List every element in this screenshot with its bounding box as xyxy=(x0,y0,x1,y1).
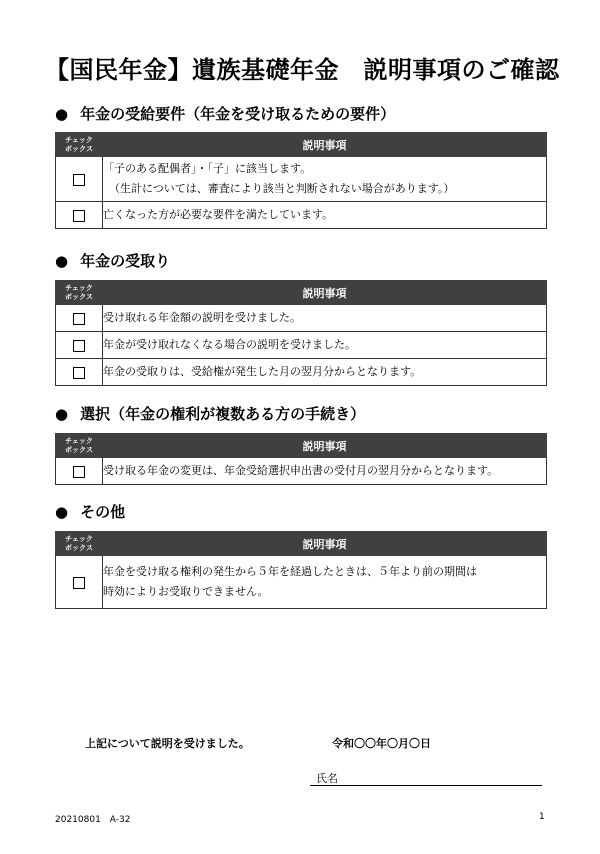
table-row xyxy=(56,157,547,202)
checkbox[interactable] xyxy=(73,367,85,379)
description-column-header: 説明事項 xyxy=(103,532,547,556)
check-column-header: チェック ボックス xyxy=(56,133,103,157)
confirmation-date: 令和〇〇年〇月〇日 xyxy=(332,737,431,750)
bullet-icon: ● xyxy=(55,503,69,521)
table-row xyxy=(56,332,547,359)
check-column-header: チェック ボックス xyxy=(56,434,103,458)
section-heading-text: 年金の受給要件（年金を受け取るための要件） xyxy=(80,105,396,123)
table-header-row xyxy=(56,532,547,556)
description-cell: 亡くなった方が必要な要件を満たしています。 xyxy=(103,202,547,229)
checkbox[interactable] xyxy=(73,466,85,478)
check-cell xyxy=(56,359,103,386)
table-row xyxy=(56,305,547,332)
name-label: 氏名 xyxy=(316,772,338,785)
description-column-header: 説明事項 xyxy=(103,434,547,458)
description-cell: 年金の受取りは、受給権が発生した月の翌月分からとなります。 xyxy=(103,359,547,386)
description-cell: 年金を受け取る権利の発生から５年を経過したときは、５年より前の期間は 時効によりお受取りできません。 xyxy=(103,556,547,609)
section-heading-other xyxy=(55,501,125,522)
receipt-table xyxy=(55,280,547,386)
check-cell xyxy=(56,332,103,359)
table-row xyxy=(56,556,547,609)
requirements-table xyxy=(55,132,547,229)
section-heading-text: 年金の受取り xyxy=(80,252,171,270)
check-cell xyxy=(56,157,103,202)
description-cell: 受け取る年金の変更は、年金受給選択申出書の受付月の翌月分からとなります。 xyxy=(103,458,547,485)
check-cell xyxy=(56,458,103,485)
check-column-header: チェック ボックス xyxy=(56,532,103,556)
checkbox[interactable] xyxy=(73,340,85,352)
section-heading-selection xyxy=(55,403,365,424)
check-cell xyxy=(56,202,103,229)
bullet-icon: ● xyxy=(55,405,69,423)
description-cell: 年金が受け取れなくなる場合の説明を受けました。 xyxy=(103,332,547,359)
description-cell: 「子のある配偶者」・「子」に該当します。 （生計については、審査により該当と判断されない場合があります。） xyxy=(103,157,547,202)
checkbox[interactable] xyxy=(73,577,85,589)
check-cell xyxy=(56,556,103,609)
form-code: 20210801 A-32 xyxy=(55,815,131,825)
bullet-icon: ● xyxy=(55,105,69,123)
table-header-row xyxy=(56,281,547,305)
description-column-header: 説明事項 xyxy=(103,281,547,305)
section-heading-receipt xyxy=(55,250,170,271)
check-column-header: チェック ボックス xyxy=(56,281,103,305)
description-cell: 受け取れる年金額の説明を受けました。 xyxy=(103,305,547,332)
bullet-icon: ● xyxy=(55,252,69,270)
table-row xyxy=(56,202,547,229)
description-column-header: 説明事項 xyxy=(103,133,547,157)
page-title: 【国民年金】遺族基礎年金 説明事項のご確認 xyxy=(45,56,560,84)
name-signature-field[interactable] xyxy=(310,770,542,786)
section-heading-requirements xyxy=(55,103,395,124)
section-heading-text: 選択（年金の権利が複数ある方の手続き） xyxy=(80,405,366,423)
table-row xyxy=(56,458,547,485)
check-cell xyxy=(56,305,103,332)
checkbox[interactable] xyxy=(73,174,85,186)
page-number: 1 xyxy=(539,812,545,822)
section-heading-text: その他 xyxy=(80,503,126,521)
table-header-row xyxy=(56,434,547,458)
other-table xyxy=(55,531,547,609)
checkbox[interactable] xyxy=(73,210,85,222)
table-header-row xyxy=(56,133,547,157)
confirmation-text: 上記について説明を受けました。 xyxy=(85,737,250,750)
checkbox[interactable] xyxy=(73,313,85,325)
selection-table xyxy=(55,433,547,485)
table-row xyxy=(56,359,547,386)
